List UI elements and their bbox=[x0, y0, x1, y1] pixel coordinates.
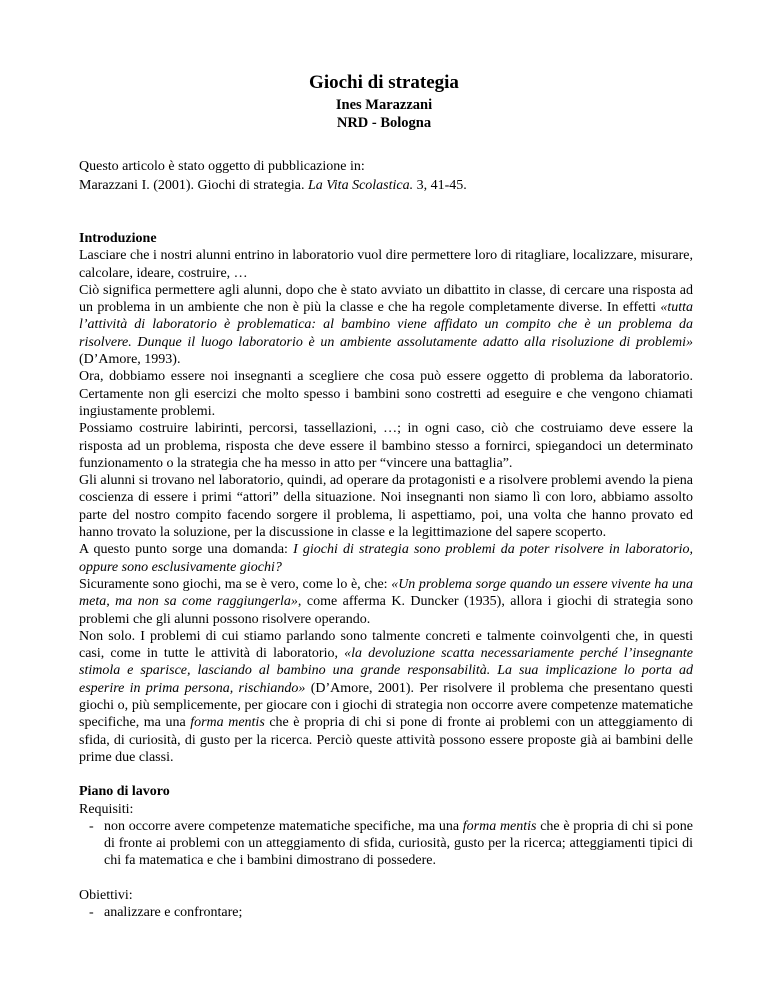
list-item: - non occorre avere competenze matematiche specifiche, ma una forma mentis che è propria di chi si pone di fronte ai problemi con un atteggiamento di sfida, curiosità, gusto per la ricerca; atteggiamenti tipici di chi fa matematica e che i bambini dimostrano di possedere. bbox=[89, 818, 694, 869]
paragraph: Gli alunni si trovano nel laboratorio, quindi, ad operare da protagonisti e a risolvere problemi avendo la piena coscienza di essere i primi “attori” della situazione. Noi insegnanti non siamo lì con loro, abbiamo assolto parte del nostro compito facendo sorgere il problema, li aspettiamo, poi, una volta che hanno provato ed hanno trovato la soluzione, per la discussione in classe e la legittimazione del sapere scoperto. bbox=[79, 473, 693, 541]
paragraph: Possiamo costruire labirinti, percorsi, tassellazioni, …; in ogni caso, ciò che costruiamo deve essere la risposta ad un problema, risposta che deve essere il bambino stesso a fornirci, spiegandoci un determinato funzionamento o la strategia che ha messo in atto per “vincere una battaglia”. bbox=[79, 421, 693, 471]
paragraph: A questo punto sorge una domanda: I giochi di strategia sono problemi da poter risolvere in laboratorio, oppure sono esclusivamente giochi? bbox=[79, 542, 693, 575]
journal-name: La Vita Scolastica. bbox=[307, 177, 414, 193]
publication-citation: Marazzani I. (2001). Giochi di strategia. La Vita Scolastica. 3, 41-45. bbox=[79, 177, 467, 193]
obiettivi-label: Obiettivi: bbox=[79, 887, 133, 903]
spacer bbox=[79, 870, 693, 887]
list-item: - analizzare e confrontare; bbox=[89, 904, 243, 920]
document-title: Giochi di strategia bbox=[309, 72, 459, 93]
question: I giochi di strategia sono problemi da poter risolvere in laboratorio, oppure sono esclusivamente giochi? bbox=[79, 542, 693, 575]
author-affiliation: NRD - Bologna bbox=[336, 115, 432, 131]
term: forma mentis bbox=[190, 715, 265, 731]
publication-intro: Questo articolo è stato oggetto di pubblicazione in: bbox=[79, 159, 365, 174]
paragraph: Ora, dobbiamo essere noi insegnanti a scegliere che cosa può essere oggetto di problema da laboratorio. Certamente non gli esercizi che molto spesso i bambini sono costretti ad eseguire e che vengono chiamati ingiustamente problemi. bbox=[79, 369, 693, 419]
quote: «la devoluzione scatta necessariamente perché l’insegnante stimola e sparisce, lasciando al bambino una grande responsabilità. La sua implicazione lo porta ad esperire in prima persona, rischiando» bbox=[79, 646, 693, 696]
author-name: Ines Marazzani bbox=[335, 97, 433, 113]
quote: «tutta l’attività di laboratorio è problematica: al bambino viene affidato un compito che è un problema da risolvere. Dunque il luogo laboratorio è un ambiente assolutamente adatto alla risoluzione di problemi» bbox=[79, 300, 693, 350]
section-heading-piano-di-lavoro: Piano di lavoro bbox=[79, 784, 170, 800]
paragraph: Sicuramente sono giochi, ma se è vero, come lo è, che: «Un problema sorge quando un essere vivente ha una meta, ma non sa come raggiungerla», come afferma K. Duncker (1935), allora i giochi di strategia sono problemi che gli alunni possono risolvere operando. bbox=[79, 576, 694, 627]
article-body bbox=[79, 230, 693, 921]
paragraph: Ciò significa permettere agli alunni, dopo che è stato avviato un dibattito in classe, di cercare una risposta ad un problema in un ambiente che non è più la classe e che ha regole completamente diverse. In effetti «tutta l’attività di laboratorio è problematica: al bambino viene affidato un compito che è un problema da risolvere. Dunque il luogo laboratorio è un ambiente assolutamente adatto alla risoluzione di problemi» (D’Amore, 1993). bbox=[79, 282, 693, 368]
term: forma mentis bbox=[462, 818, 537, 834]
quote: «Un problema sorge quando un essere vivente ha una meta, ma non sa come raggiungerla» bbox=[79, 576, 693, 610]
section-heading-introduzione: Introduzione bbox=[79, 231, 157, 246]
spacer bbox=[79, 766, 693, 783]
dash-bullet: - bbox=[89, 818, 94, 834]
publication-note bbox=[79, 158, 699, 195]
paragraph: Non solo. I problemi di cui stiamo parlando sono talmente concreti e talmente coinvolgenti che, in questi casi, come in tutte le attività di laboratorio, «la devoluzione scatta necessariamente perché l’insegnante stimola e sparisce, lasciando al bambino una grande responsabilità. La sua implicazione lo porta ad esperire in prima persona, rischiando» (D’Amore, 2001). Per risolvere il problema che presentano questi giochi o, più semplicemente, per giocare con i giochi di strategia non occorre avere competenze matematiche specifiche, ma una forma mentis che è propria di chi si pone di fronte ai problemi con un atteggiamento di sfida, di curiosità, di gusto per la ricerca. Perciò queste attività possono essere proposte già ai bambini delle prime due classi. bbox=[79, 628, 694, 765]
requisiti-label: Requisiti: bbox=[79, 801, 134, 817]
dash-bullet: - bbox=[89, 904, 94, 920]
paragraph: Lasciare che i nostri alunni entrino in laboratorio vuol dire permettere loro di ritagliare, localizzare, misurare, calcolare, ideare, costruire, … bbox=[79, 248, 693, 281]
